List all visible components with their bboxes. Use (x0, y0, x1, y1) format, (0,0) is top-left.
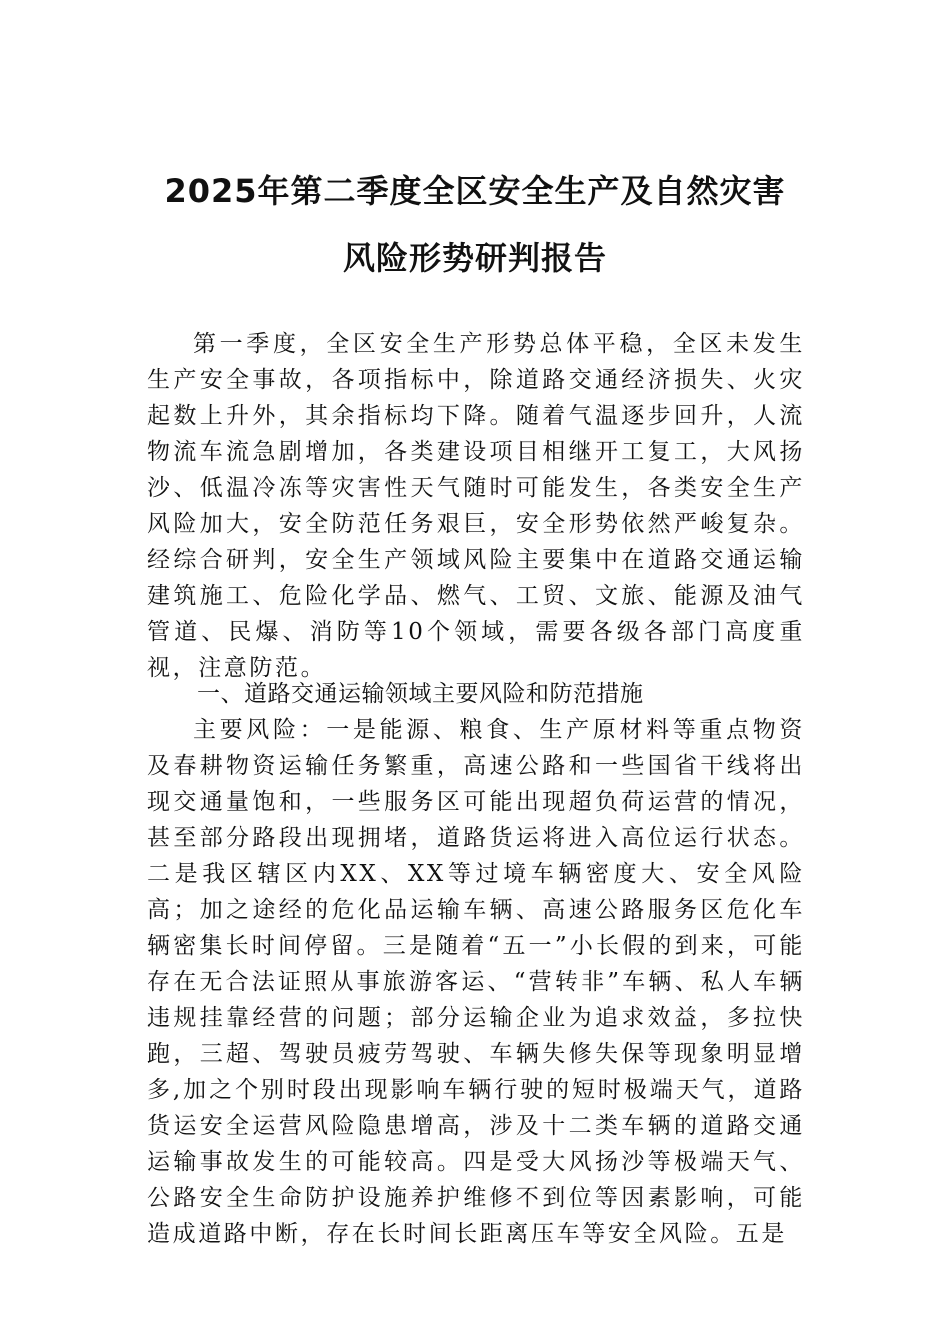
document-title-line-2: 风险形势研判报告 (342, 239, 607, 277)
road-traffic-risks-paragraph: 主要风险：一是能源、粮食、生产原材料等重点物资及春耕物资运输任务繁重，高速公路和一些国省干线将出现交通量饱和，一些服务区可能出现超负荷运营的情况，甚至部分路段出现拥堵，道路货运将进入高位运行状态。二是我区辖区内XX、XX等过境车辆密度大、安全风险高；加之途经的危化品运输车辆、高速公路服务区危化车辆密集长时间停留。三是随着“五一”小长假的到来，可能存在无合法证照从事旅游客运、“营转非”车辆、私人车辆违规挂靠经营的问题；部分运输企业为追求效益，多拉快跑，三超、驾驶员疲劳驾驶、车辆失修失保等现象明显增多,加之个别时段出现影响车辆行驶的短时极端天气，道路货运安全运营风险隐患增高，涉及十二类车辆的道路交通运输事故发生的可能较高。四是受大风扬沙等极端天气、公路安全生命防护设施养护维修不到位等因素影响，可能造成道路中断，存在长时间长距离压车等安全风险。五是 (147, 717, 805, 1247)
section-heading-road-traffic: 一、道路交通运输领域主要风险和防范措施 (197, 681, 644, 707)
intro-paragraph: 第一季度，全区安全生产形势总体平稳，全区未发生生产安全事故，各项指标中，除道路交通经济损失、火灾起数上升外，其余指标均下降。随着气温逐步回升，人流物流车流急剧增加，各类建设项目相继开工复工，大风扬沙、低温冷冻等灾害性天气随时可能发生，各类安全生产风险加大，安全防范任务艰巨，安全形势依然严峻复杂。经综合研判，安全生产领域风险主要集中在道路交通运输建筑施工、危险化学品、燃气、工贸、文旅、能源及油气管道、民爆、消防等10个领域，需要各级各部门高度重视，注意防范。 (147, 331, 805, 681)
document-title-line-1: 2025年第二季度全区安全生产及自然灾害 (164, 172, 786, 210)
